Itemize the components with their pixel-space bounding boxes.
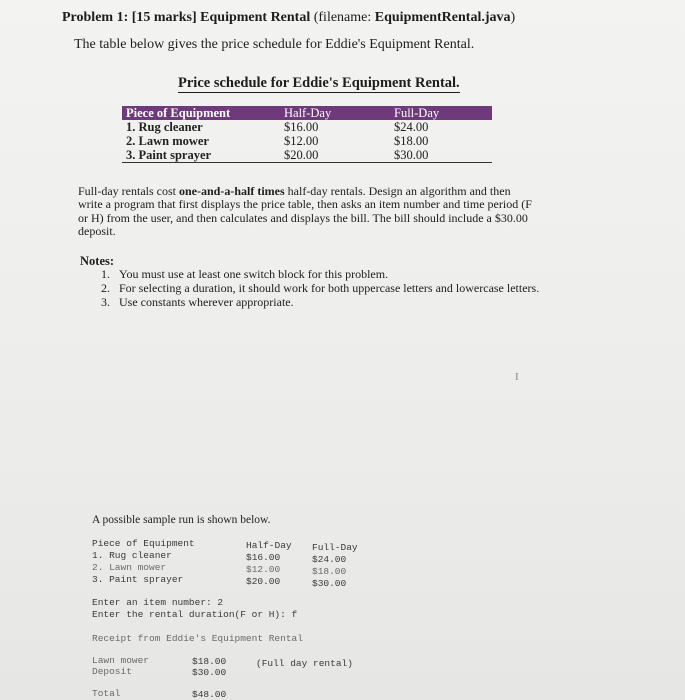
- receipt-item-note: (Full day rental): [256, 658, 353, 669]
- note-number: 1.: [101, 267, 110, 281]
- table-row: [122, 134, 492, 148]
- receipt-title: Receipt from Eddie's Equipment Rental: [92, 633, 303, 644]
- note-text: For selecting a duration, it should work for both uppercase letters and lowercase letters.: [119, 281, 540, 295]
- description-text-rest: half-day rentals. Design an algorithm and then write a program that first displays the price table, then asks an item number and time period (F or H) from the user, and then calculates and displays the bill. The bill should include a $30.00 deposit.: [78, 184, 532, 238]
- problem-title: [62, 10, 515, 26]
- note-text: You must use at least one switch block for this problem.: [119, 267, 389, 281]
- receipt-total-label: Total: [92, 688, 121, 699]
- equipment-name: 2. Lawn mower: [126, 134, 209, 148]
- receipt-deposit-label: Deposit: [92, 666, 132, 677]
- description-paragraph: [78, 185, 533, 238]
- description-emphasis: one-and-a-half times: [178, 184, 285, 198]
- filename-suffix: ): [510, 10, 516, 25]
- sample-row-half: $20.00: [246, 576, 281, 587]
- sample-run-caption: A possible sample run is shown below.: [92, 514, 271, 526]
- price-table-header-row: [122, 106, 492, 120]
- receipt-deposit-amount: $30.00: [192, 667, 227, 678]
- price-table-title: Price schedule for Eddie's Equipment Rental.: [178, 75, 460, 91]
- header-equipment: Piece of Equipment: [126, 106, 231, 120]
- half-day-price: $12.00: [284, 134, 319, 148]
- note-number: 3.: [101, 295, 110, 309]
- sample-row-name: 3. Paint sprayer: [92, 574, 184, 585]
- sample-row-name: 1. Rug cleaner: [92, 550, 172, 561]
- table-row: [122, 148, 492, 163]
- sample-row-full: $18.00: [312, 566, 347, 577]
- sample-row-name: 2. Lawn mower: [92, 562, 167, 573]
- sample-header-half-day: Half-Day: [246, 540, 292, 551]
- sample-row-full: $30.00: [312, 578, 347, 589]
- price-table: [122, 106, 492, 163]
- list-item: [101, 282, 541, 295]
- problem-title-main: Problem 1: [15 marks] Equipment Rental: [62, 10, 311, 25]
- header-full-day: Full-Day: [394, 106, 440, 120]
- prompt-duration: Enter the rental duration(F or H): f: [92, 609, 298, 620]
- prompt-item-number: Enter an item number: 2: [92, 597, 224, 608]
- filename: EquipmentRental.java: [374, 10, 511, 25]
- equipment-name: 3. Paint sprayer: [122, 148, 280, 163]
- sample-header-equipment: Piece of Equipment: [92, 538, 195, 549]
- sample-row-half: $16.00: [246, 552, 281, 563]
- receipt-item-label: Lawn mower: [92, 655, 150, 666]
- half-day-price: $16.00: [284, 120, 319, 134]
- note-number: 2.: [101, 281, 110, 295]
- equipment-name: 1. Rug cleaner: [126, 120, 203, 134]
- half-day-price: $20.00: [280, 148, 382, 163]
- notes-title: Notes:: [80, 254, 115, 268]
- receipt-item-amount: $18.00: [192, 656, 227, 667]
- table-row: [122, 120, 492, 134]
- intro-text: The table below gives the price schedule for Eddie's Equipment Rental.: [74, 37, 475, 52]
- full-day-price: $24.00: [394, 120, 429, 134]
- sample-row-half: $12.00: [246, 564, 281, 575]
- notes-list: [101, 268, 541, 310]
- list-item: [101, 268, 541, 281]
- list-item: [101, 296, 541, 309]
- sample-header-full-day: Full-Day: [312, 542, 358, 553]
- full-day-price: $30.00: [382, 148, 492, 163]
- sample-row-full: $24.00: [312, 554, 347, 565]
- filename-prefix: (filename:: [310, 10, 375, 25]
- header-half-day: Half-Day: [284, 106, 332, 120]
- stray-mark: I: [515, 371, 519, 383]
- description-text: Full-day rentals cost: [78, 184, 179, 198]
- note-text: Use constants wherever appropriate.: [119, 295, 294, 309]
- full-day-price: $18.00: [394, 134, 429, 148]
- receipt-total-amount: $48.00: [192, 689, 227, 700]
